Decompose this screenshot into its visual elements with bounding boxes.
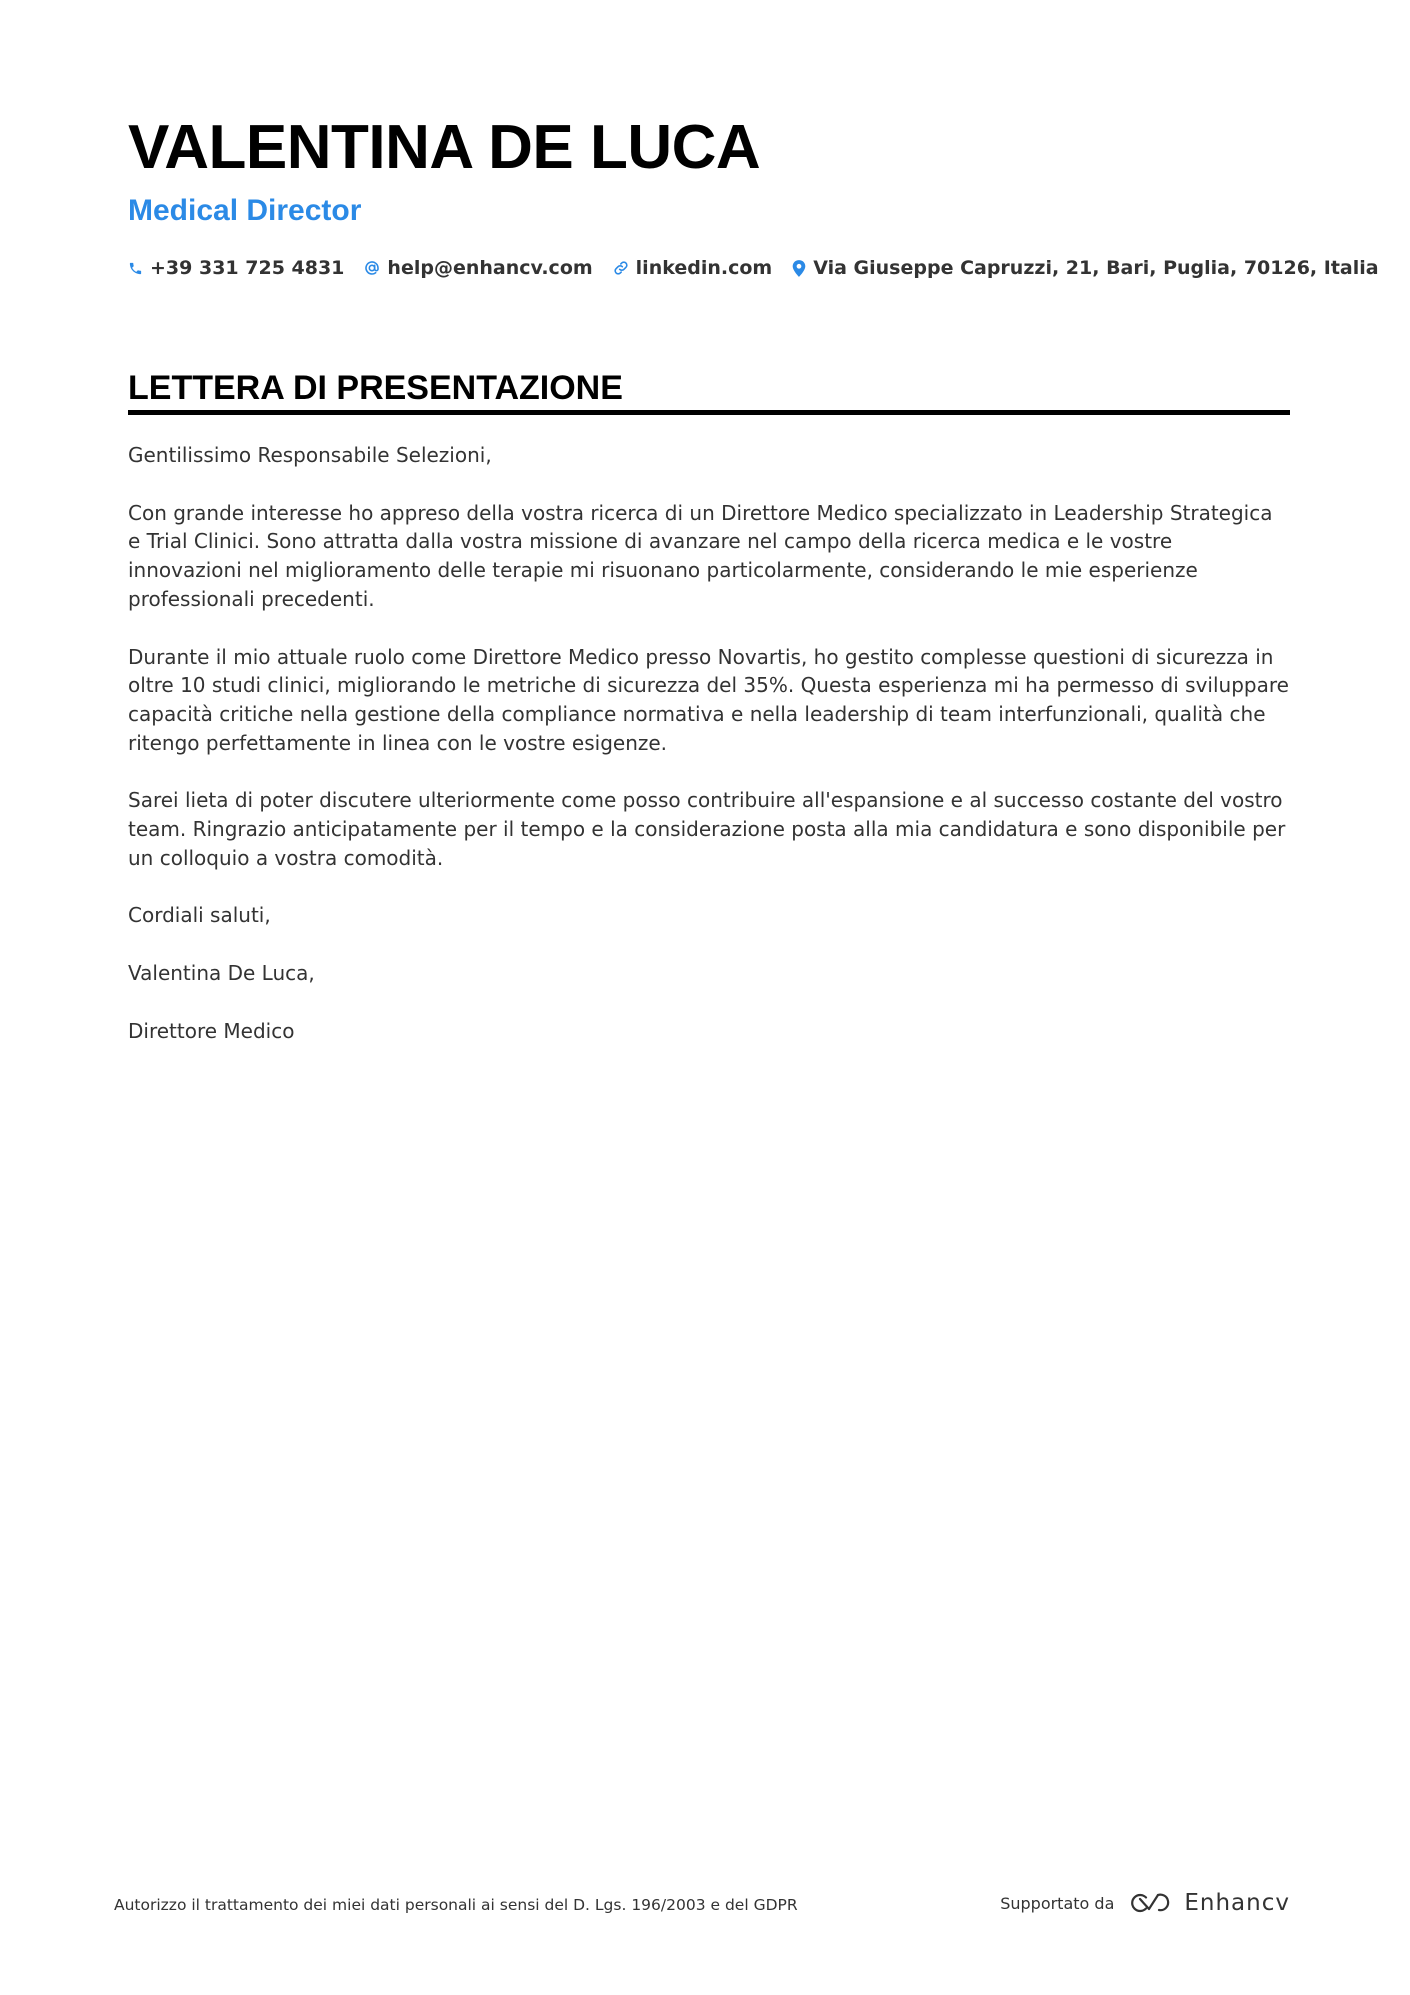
contact-phone xyxy=(128,254,344,282)
enhancv-logo-icon xyxy=(1126,1891,1172,1915)
job-title: Medical Director xyxy=(128,194,362,227)
letter-signature-title: Direttore Medico xyxy=(128,1018,295,1043)
location-pin-icon xyxy=(792,260,806,277)
letter-paragraph: Con grande interesse ho appreso della vostra ricerca di un Direttore Medico specializzato in Leadership Strategica e Trial Clinici. Sono attratta dalla vostra missione di avanzare nel campo della ricerca medica e le vostre innovazioni nel miglioramento delle terapie mi risuonano particolarmente, considerando le mie esperienze professionali precedenti. xyxy=(128,500,1273,611)
linkedin-link[interactable]: linkedin.com xyxy=(635,257,773,279)
email-address[interactable]: help@enhancv.com xyxy=(387,257,593,279)
phone-number: +39 331 725 4831 xyxy=(150,257,345,279)
footer-branding xyxy=(1000,1890,1290,1916)
letter-greeting: Gentilissimo Responsabile Selezioni, xyxy=(128,443,492,467)
candidate-name: VALENTINA DE LUCA xyxy=(128,113,761,182)
letter-body xyxy=(128,441,1290,1075)
phone-icon xyxy=(128,261,143,276)
section-divider xyxy=(128,410,1290,415)
contact-address xyxy=(792,254,1378,282)
letter-closing: Cordiali saluti, xyxy=(128,903,271,928)
privacy-consent: Autorizzo il trattamento dei miei dati personali ai sensi del D. Lgs. 196/2003 e del GDPR xyxy=(114,1896,798,1914)
link-icon xyxy=(613,260,629,276)
contact-email[interactable] xyxy=(364,254,592,282)
letter-paragraph: Durante il mio attuale ruolo come Direttore Medico presso Novartis, ho gestito complesse questioni di sicurezza in oltre 10 studi clinici, migliorando le metriche di sicurezza del 35%. Questa esperienza mi ha permesso di sviluppare capacità critiche nella gestione della compliance normativa e nella leadership di team interfunzionali, qualità che ritengo perfettamente in linea con le vostre esigenze. xyxy=(128,644,1289,755)
contact-bar xyxy=(128,254,1399,282)
enhancv-logo: Enhancv xyxy=(1184,1890,1290,1916)
supported-by-label: Supportato da xyxy=(1000,1893,1115,1913)
address-text: Via Giuseppe Capruzzi, 21, Bari, Puglia, 70126, Italia xyxy=(813,257,1379,279)
at-icon xyxy=(364,260,380,276)
contact-linkedin[interactable] xyxy=(613,254,773,282)
letter-signature: Valentina De Luca, xyxy=(128,961,315,986)
section-title: LETTERA DI PRESENTAZIONE xyxy=(128,369,623,407)
letter-paragraph: Sarei lieta di poter discutere ulteriormente come posso contribuire all'espansione e al successo costante del vostro team. Ringrazio anticipatamente per il tempo e la considerazione posta alla mia candidatura e sono disponibile per un colloquio a vostra comodità. xyxy=(128,788,1286,870)
